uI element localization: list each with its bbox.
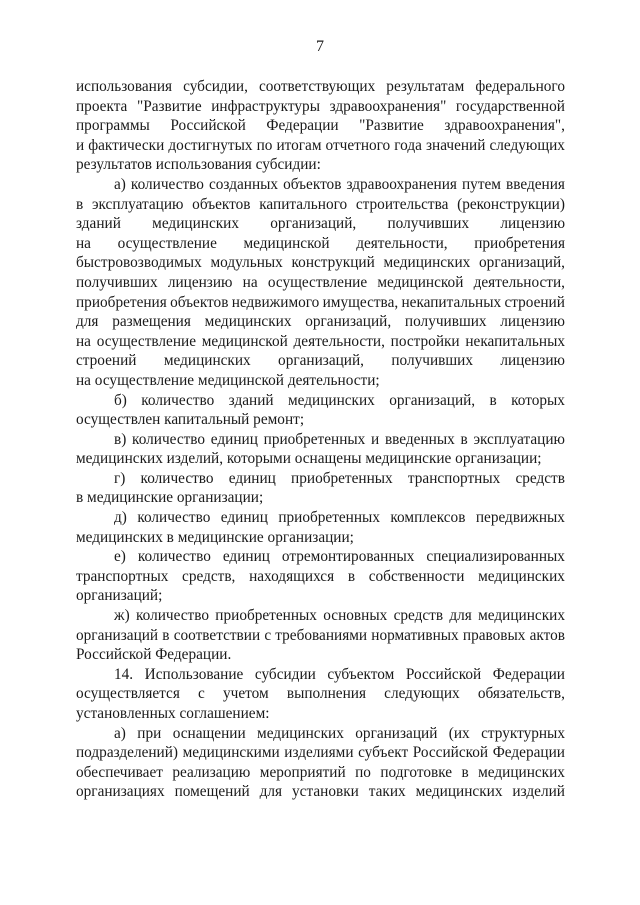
text-line: организаций в соответствии с требованиями нормативных правовых актов <box>76 626 565 644</box>
text-line: быстровозводимых модульных конструкций медицинских организаций, <box>76 254 565 272</box>
text-line: и фактически достигнутых по итогам отчетного года значений следующих <box>76 136 565 154</box>
text-line: приобретения объектов недвижимого имущества, некапитальных строений <box>76 293 565 311</box>
text-line: организаций; <box>76 587 163 605</box>
text-line: программы Российской Федерации "Развитие здравоохранения", <box>76 117 565 135</box>
text-line: осуществлен капитальный ремонт; <box>76 411 305 429</box>
text-line: д) количество единиц приобретенных комплексов передвижных <box>114 509 565 527</box>
text-line: б) количество зданий медицинских организаций, в которых <box>114 391 565 409</box>
text-line: проекта "Развитие инфраструктуры здравоохранения" государственной <box>76 97 565 115</box>
text-line: использования субсидии, соответствующих результатам федерального <box>76 78 565 95</box>
text-line: г) количество единиц приобретенных транспортных средств <box>114 469 565 487</box>
document-body <box>76 77 565 802</box>
text-line: осуществляется с учетом выполнения следующих обязательств, <box>76 685 565 703</box>
text-line: Российской Федерации. <box>76 646 232 664</box>
text-line: 14. Использование субсидии субъектом Российской Федерации <box>114 665 565 683</box>
text-line: а) количество созданных объектов здравоохранения путем введения <box>114 175 565 193</box>
text-line: в медицинские организации; <box>76 489 264 507</box>
text-line: установленных соглашением: <box>76 705 270 722</box>
text-line: обеспечивает реализацию мероприятий по подготовке в медицинских <box>76 763 565 781</box>
text-line: е) количество единиц отремонтированных специализированных <box>114 548 565 566</box>
text-line: в эксплуатацию объектов капитального строительства (реконструкции) <box>76 195 565 213</box>
text-line: на осуществление медицинской деятельности; <box>76 371 380 389</box>
text-line: на осуществление медицинской деятельности, приобретения <box>76 234 565 252</box>
text-line: строений медицинских организаций, получивших лицензию <box>76 352 565 370</box>
text-line: получивших лицензию на осуществление медицинской деятельности, <box>76 273 565 291</box>
text-line: для размещения медицинских организаций, получивших лицензию <box>76 313 565 331</box>
text-line: медицинских изделий, которыми оснащены медицинские организации; <box>76 450 542 468</box>
text-line: медицинских в медицинские организации; <box>76 528 354 546</box>
text-line: транспортных средств, находящихся в собственности медицинских <box>76 567 565 585</box>
text-line: зданий медицинских организаций, получивших лицензию <box>76 215 565 233</box>
text-line: в) количество единиц приобретенных и введенных в эксплуатацию <box>114 430 565 448</box>
text-line: подразделений) медицинскими изделиями субъект Российской Федерации <box>76 744 565 762</box>
text-line: на осуществление медицинской деятельности, постройки некапитальных <box>76 332 565 350</box>
text-line: а) при оснащении медицинских организаций (их структурных <box>114 724 565 742</box>
text-line: ж) количество приобретенных основных средств для медицинских <box>114 607 565 625</box>
text-line: организациях помещений для установки таких медицинских изделий <box>76 783 565 801</box>
text-line: результатов использования субсидии: <box>76 156 321 174</box>
page-number: 7 <box>316 38 324 55</box>
